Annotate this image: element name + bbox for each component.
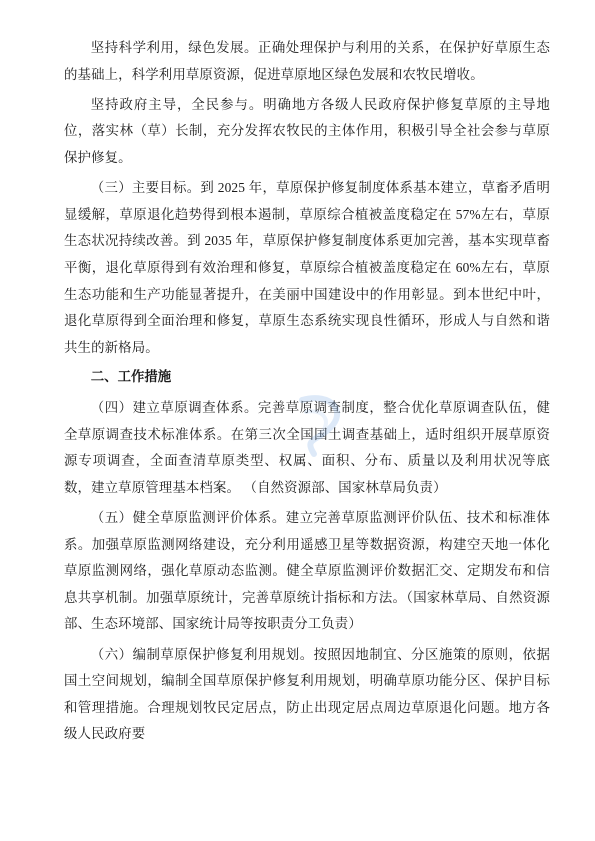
paragraph-survey-system: （四）建立草原调查体系。完善草原调查制度，整合优化草原调查队伍，健全草原调查技术标准体系。在第三次全国国土调查基础上，适时组织开展草原资源专项调查，全面查清草原类型、权属、面积、分布、质量以及利用状况等底数，建立草原管理基本档案。 （自然资源部、国家林草局负责）	[64, 400, 550, 495]
paragraph-main-goals: （三）主要目标。到 2025 年，草原保护修复制度体系基本建立，草畜矛盾明显缓解，草原退化趋势得到根本遏制，草原综合植被盖度稳定在 57%左右，草原生态状况持续改善。到 2035 年，草原保护修复制度体系更加完善，基本实现草畜平衡，退化草原得到有效治理和修复，草原综合植被盖度稳定在 60%左右，草原生态功能和生产功能显著提升，在美丽中国建设中的作用彰显。到本世纪中叶，退化草原得到全面治理和修复，草原生态系统实现良性循环，形成人与自然和谐共生的新格局。	[64, 180, 550, 355]
document-body	[64, 35, 550, 748]
paragraph-monitoring-system: （五）健全草原监测评价体系。建立完善草原监测评价队伍、技术和标准体系。加强草原监测网络建设，充分利用遥感卫星等数据资源，构建空天地一体化草原监测网络，强化草原动态监测。健全草原监测评价数据汇交、定期发布和信息共享机制。加强草原统计，完善草原统计指标和方法。（国家林草局、自然资源部、生态环境部、国家统计局等按职责分工负责）	[64, 510, 550, 632]
paragraph-scientific-use: 坚持科学利用，绿色发展。正确处理保护与利用的关系，在保护好草原生态的基础上，科学利用草原资源，促进草原地区绿色发展和农牧民增收。	[64, 40, 550, 82]
section-heading: 二、工作措施	[90, 369, 172, 385]
paragraph-planning: （六）编制草原保护修复利用规划。按照因地制宜、分区施策的原则，依据国土空间规划，编制全国草原保护修复利用规划，明确草原功能分区、保护目标和管理措施。合理规划牧民定居点，防止出现定居点周边草原退化问题。地方各级人民政府要	[64, 646, 550, 742]
paragraph-government-led: 坚持政府主导，全民参与。明确地方各级人民政府保护修复草原的主导地位，落实林（草）长制，充分发挥农牧民的主体作用，积极引导全社会参与草原保护修复。	[64, 96, 550, 165]
